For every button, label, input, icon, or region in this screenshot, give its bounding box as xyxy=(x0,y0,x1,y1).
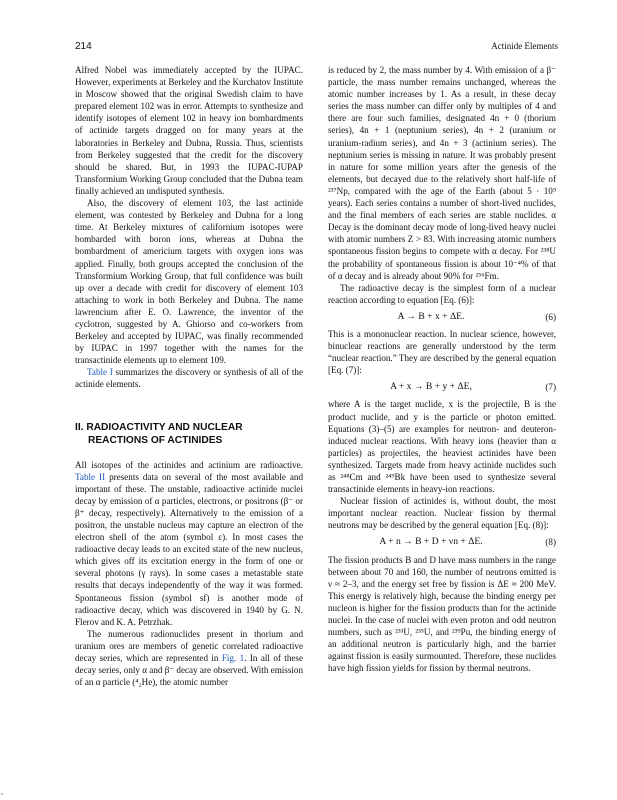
equation-7 xyxy=(328,381,556,393)
paragraph: Alfred Nobel was immediately accepted by the IUPAC. However, experiments at Berkeley and the Kurchatov Institute in Moscow showed that the original Swedish claim to have prepared element 102 was in error. Attempts to synthesize and identify isotopes of element 102 in heavy ion bombardments of actinide targets dragged on for many years at the laboratories in Berkeley and Dubna, Russia. Thus, scientists from Berkeley suggested that the credit for the discovery should be shared. But, in 1993 the IUPAC-IUPAP Transformium Working Group concluded that the Dubna team finally achieved an undisputed synthesis. xyxy=(75,65,303,196)
paragraph-text: The numerous radionuclides present in thorium and uranium ores are members of genetic correlated radioactive decay series, which are represented in xyxy=(75,628,303,664)
equation-expression: A + n → B + D + νn + ΔE. xyxy=(379,536,483,548)
page-number: 214 xyxy=(75,41,92,52)
equation-6 xyxy=(328,311,556,323)
table-i-link[interactable]: Table I xyxy=(87,367,113,378)
paragraph-text: . In all of these decay series, only α and β⁻ decay are observed. With emission of an α particle (⁴₂He), the atomic number xyxy=(75,653,303,688)
equation-number: (8) xyxy=(545,537,556,548)
equation-expression: A + x → B + y + ΔE, xyxy=(390,381,472,393)
paragraph: Also, the discovery of element 103, the last actinide element, was contested by Berkeley and Dubna for a long time. At Berkeley mixtures of californium isotopes were bombarded with boron ions, whereas at Dubna the bombardment of americium targets with oxygen ions was applied. Finally, both groups accepted the conclusion of the Transformium Working Group, that full confidence was built up over a decade with credit for discovery of element 103 attaching to work in both Berkeley and Dubna. The name lawrencium after E. O. Lawrence, the inventor of the cyclotron, suggested by A. Ghiorso and co-workers from Berkeley and accepted by IUPAC, was finally recommended by IUPAC in 1997 together with the names for the transactinide elements up to element 109. xyxy=(75,198,303,366)
paragraph-text: presents data on several of the most available and important of these. The unstable, radioactive actinide nuclei decay by emission of α particles, electrons, or positrons (β⁻ or β⁺ decay, respectively). Alternatively to the emission of a positron, the unstable nucleus may capture an electron of the electron shell of the atom (symbol ε). In most cases the radioactive decay leads to an excited state of the new nucleus, which gives off its excitation energy in the form of one or several photons (γ rays). In some cases a metastable state results that decays independently of the way it was formed. Spontaneous fission (symbol sf) is another mode of radioactive decay, which was discovered in 1940 by G. N. Flerov and K. A. Petrzhak. xyxy=(75,471,303,627)
paragraph xyxy=(75,459,303,628)
section-heading xyxy=(75,421,303,447)
paragraph: where A is the target nuclide, x is the projectile, B is the product nuclide, and y is the particle or photon emitted. Equations (3)–(5) are examples for neutron- and deuteron-induced nuclear reactions. With heavy ions (heavier than α particles) as projectiles, the heaviest actinides have been synthesized. Targets made from heavy actinide nuclides such as ²⁴⁸Cm and ²⁴⁹Bk have been used to synthesize several transactinide elements in heavy-ion reactions. xyxy=(328,399,556,495)
paragraph: The radioactive decay is the simplest form of a nuclear reaction according to equation [Eq. (6)]: xyxy=(328,282,556,305)
equation-expression: A → B + x + ΔE. xyxy=(397,310,465,322)
scan-mark xyxy=(1,793,3,795)
paragraph xyxy=(75,628,303,688)
paragraph: is reduced by 2, the mass number by 4. With emission of a β⁻ particle, the mass number remains unchanged, whereas the atomic number increases by 1. As a result, in these decay series the mass number can differ only by multiples of 4 and there are four such families, designated 4n + 0 (thorium series), 4n + 1 (neptunium series), 4n + 2 (uranium or uranium-radium series), and 4n + 3 (actinium series). The neptunium series is missing in nature. It was probably present in nature for some million years after the genesis of the elements, but decayed due to the relatively short half-life of ²³⁷Np, compared with the age of the Earth (about 5 · 10⁹ years). Each series contains a number of short-lived nuclides, and the final members of each series are stable nuclides. α Decay is the dominant decay mode of long-lived heavy nuclei with atomic numbers Z > 83. With increasing atomic numbers spontaneous fission begins to compete with α decay. For ²³⁸U the probability of spontaneous fission is about 10⁻⁴% of that of α decay and is already about 90% for ²⁵⁶Fm. xyxy=(328,65,556,281)
right-column xyxy=(328,64,556,675)
left-column xyxy=(75,64,303,688)
section-number: II. xyxy=(75,421,84,433)
paragraph: This is a mononuclear reaction. In nuclear science, however, binuclear reactions are generally understood by the term “nuclear reaction.” They are described by the general equation [Eq. (7)]: xyxy=(328,328,556,376)
section-title: RADIOACTIVITY AND NUCLEAR REACTIONS OF ACTINIDES xyxy=(86,421,243,446)
paragraph-text: summarizes the discovery or synthesis of all of the actinide elements. xyxy=(75,367,303,390)
fig-1-link[interactable]: Fig. 1 xyxy=(221,653,245,664)
equation-number: (6) xyxy=(545,311,556,322)
paragraph-text: All isotopes of the actinides and actinium are radioactive. xyxy=(75,459,303,470)
table-ii-link[interactable]: Table II xyxy=(75,471,106,482)
equation-number: (7) xyxy=(545,382,556,393)
paragraph xyxy=(75,366,303,390)
paragraph: Nuclear fission of actinides is, without doubt, the most important nuclear reaction. Nuclear fission by thermal neutrons may be described by the general equation [Eq. (8)]: xyxy=(328,496,556,531)
running-title: Actinide Elements xyxy=(491,41,558,51)
paragraph: The fission products B and D have mass numbers in the range between about 70 and 160, the number of neutrons emitted is ν ≈ 2–3, and the energy set free by fission is ΔE ≈ 200 MeV. This energy is relatively high, because the binding energy per nucleon is higher for the fission products than for the actinide nuclei. In the case of nuclei with even proton and odd neutron numbers, such as ²³³U, ²³⁵U, and ²³⁹Pu, the binding energy of an additional neutron is particularly high, and the barrier against fission is easily surmounted. Therefore, these nuclides have high fission yields for fission by thermal neutrons. xyxy=(328,554,556,674)
equation-8 xyxy=(328,536,556,548)
